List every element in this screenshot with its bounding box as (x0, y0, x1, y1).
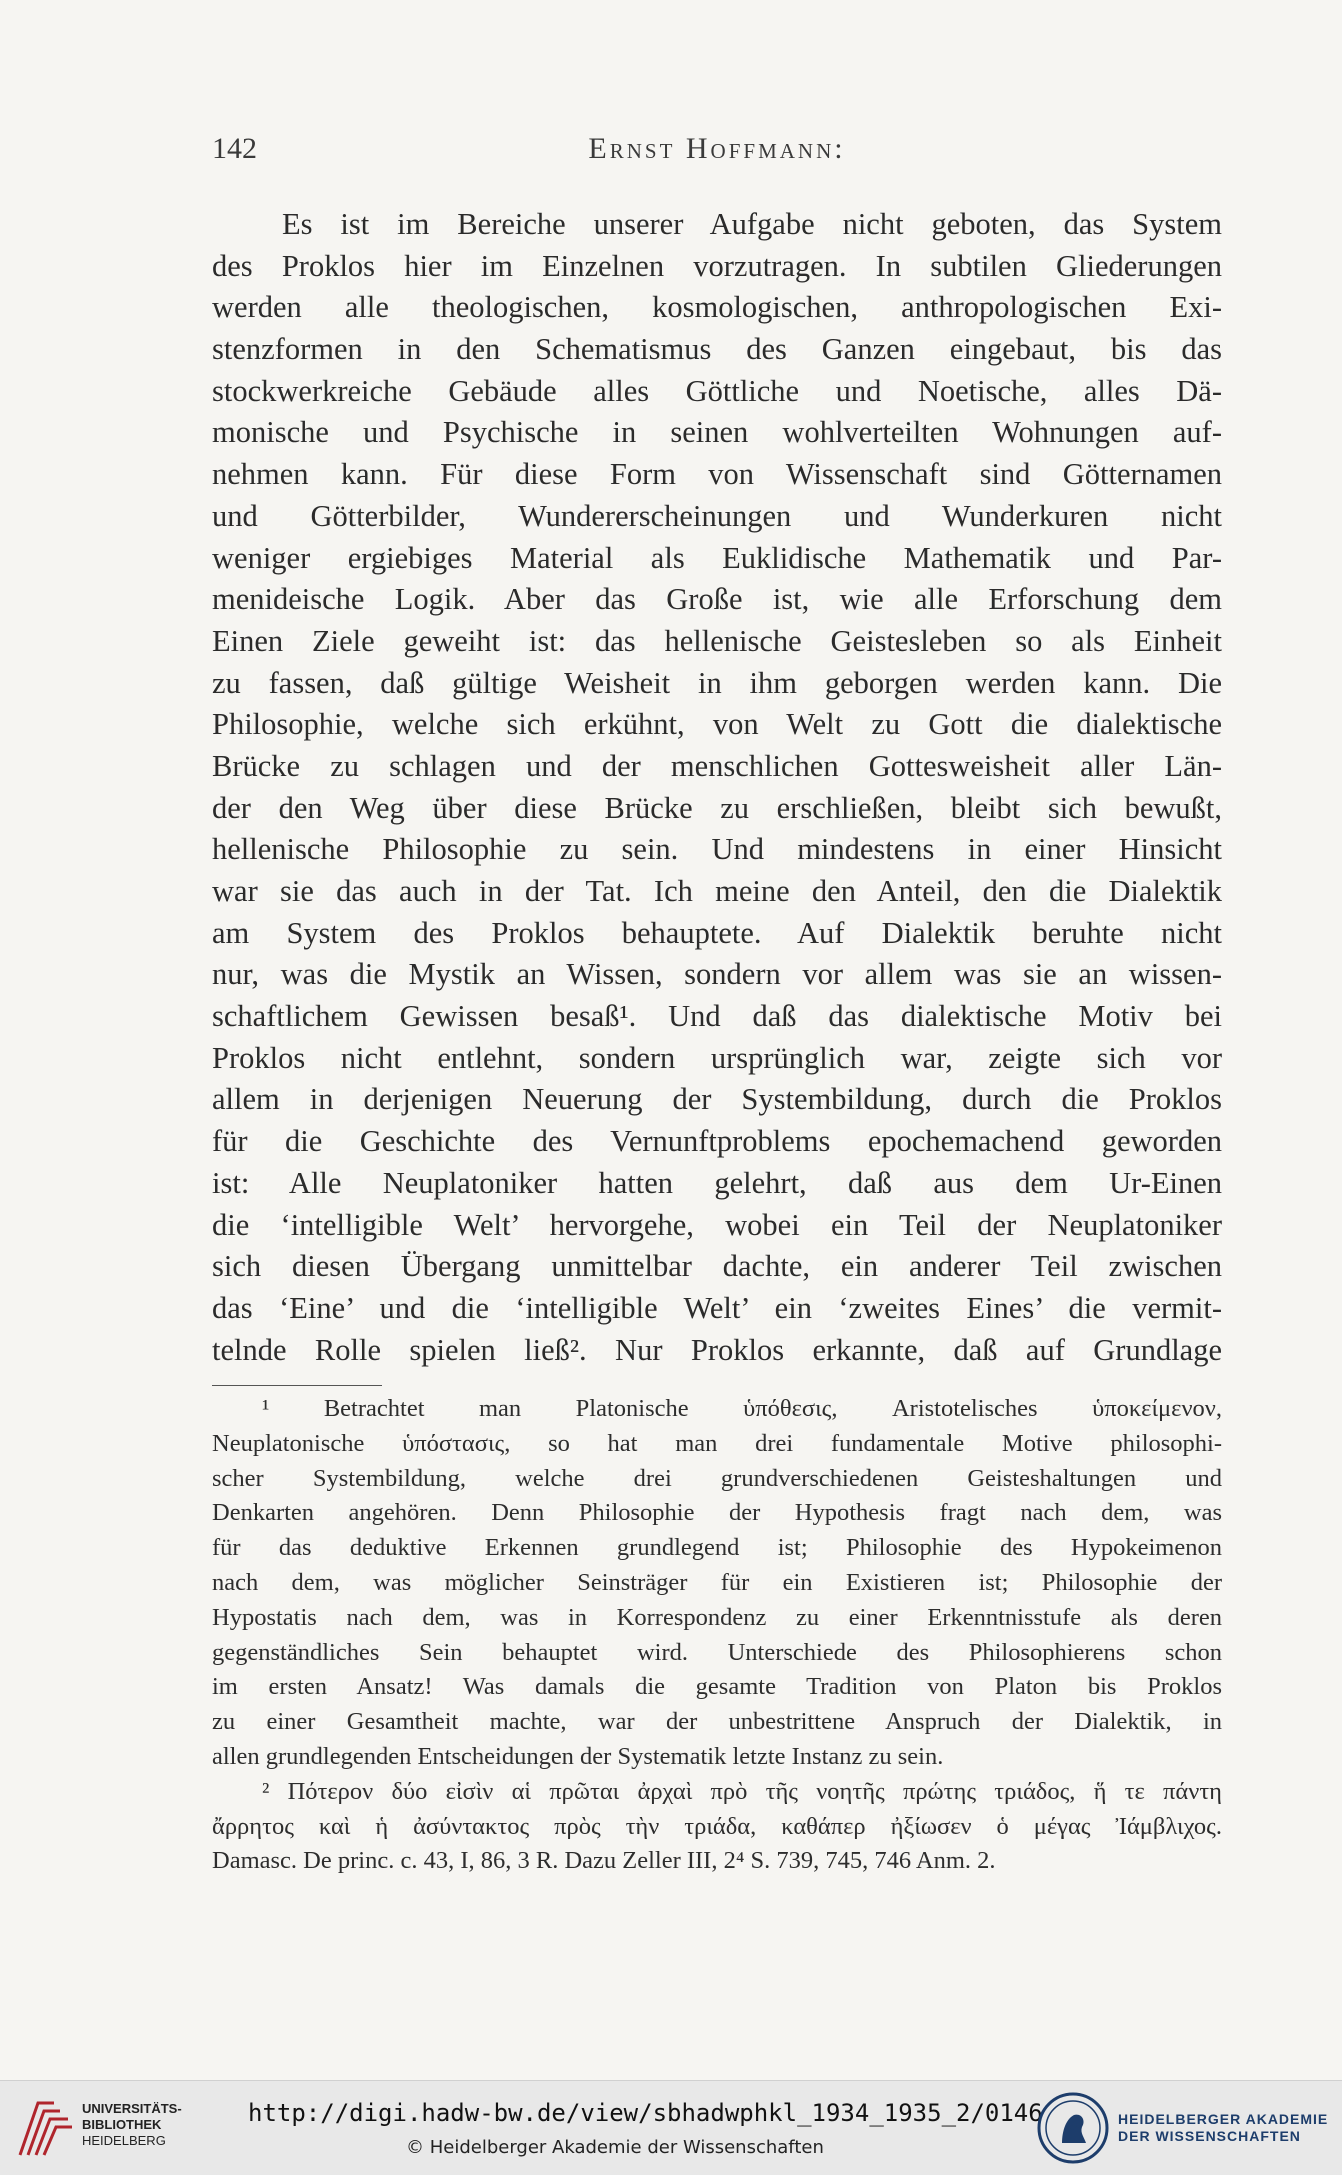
body-line: nur, was die Mystik an Wissen, sondern vor allem was sie an wissen- (212, 957, 1222, 992)
page-header (212, 132, 1222, 172)
body-line: nehmen kann. Für diese Form von Wissenschaft sind Götternamen (212, 457, 1222, 492)
body-line: stenzformen in den Schematismus des Ganzen eingebaut, bis das (212, 332, 1222, 367)
university-library-name: UNIVERSITÄTS- BIBLIOTHEK HEIDELBERG (82, 2101, 182, 2148)
body-line: Proklos nicht entlehnt, sondern ursprünglich war, zeigte sich vor (212, 1040, 1222, 1075)
footnote-2-line: Damasc. De princ. c. 43, I, 86, 3 R. Dazu Zeller III, 2⁴ S. 739, 745, 746 Anm. 2. (212, 1847, 996, 1875)
viewer-footer (0, 2080, 1342, 2175)
academy-seal-icon (1036, 2091, 1110, 2165)
body-line: und Götterbilder, Wundererscheinungen und Wunderkuren nicht (212, 498, 1222, 533)
body-line: war sie das auch in der Tat. Ich meine den Anteil, den die Dialektik (212, 874, 1222, 908)
footnote-rule (212, 1385, 382, 1386)
footnote-1-line: nach dem, was möglicher Seinsträger für ein Existieren ist; Philosophie der (212, 1568, 1222, 1596)
body-line: telnde Rolle spielen ließ². Nur Proklos erkannte, daß auf Grundlage (212, 1332, 1222, 1367)
copyright-notice: © Heidelberger Akademie der Wissenschaften (406, 2137, 824, 2158)
footnote-1-line: Denkarten angehören. Denn Philosophie der Hypothesis fragt nach dem, was (212, 1499, 1222, 1527)
body-line: Es ist im Bereiche unserer Aufgabe nicht geboten, das System (282, 207, 1222, 241)
body-line: der den Weg über diese Brücke zu erschließen, bleibt sich bewußt, (212, 790, 1222, 825)
footnote-1-line: Hypostatis nach dem, was in Korrespondenz zu einer Erkenntnisstufe als deren (212, 1603, 1222, 1631)
body-line: werden alle theologischen, kosmologischen, anthropologischen Exi- (212, 290, 1222, 325)
body-line: sich diesen Übergang unmittelbar dachte, ein anderer Teil zwischen (212, 1249, 1222, 1284)
body-line: zu fassen, daß gültige Weisheit in ihm geborgen werden kann. Die (212, 665, 1222, 700)
footnotes (212, 1392, 1222, 1879)
body-line: ist: Alle Neuplatoniker hatten gelehrt, daß aus dem Ur-Einen (212, 1165, 1222, 1200)
body-line: menideische Logik. Aber das Große ist, wie alle Erforschung dem (212, 582, 1222, 617)
footnote-1-line: ¹ Betrachtet man Platonische ὑπόθεσις, Aristotelisches ὑποκείμενον, (262, 1395, 1222, 1422)
running-head: Ernst Hoffmann: (588, 132, 846, 165)
footnote-1-line: Neuplatonische ὑπόστασις, so hat man drei fundamentale Motive philosophi- (212, 1429, 1222, 1457)
document-url-link[interactable]: http://digi.hadw-bw.de/view/sbhadwphkl_1934_1935_2/0146 (248, 2099, 1043, 2127)
body-line: hellenische Philosophie zu sein. Und mindestens in einer Hinsicht (212, 832, 1222, 867)
footnote-1-line: allen grundlegenden Entscheidungen der Systematik letzte Instanz zu sein. (212, 1742, 944, 1770)
body-line: stockwerkreiche Gebäude alles Göttliche und Noetische, alles Dä- (212, 373, 1222, 408)
footnote-1-line: gegenständliches Sein behauptet wird. Unterschiede des Philosophierens schon (212, 1638, 1222, 1666)
page-number: 142 (212, 132, 257, 165)
body-line: schaftlichem Gewissen besaß¹. Und daß das dialektische Motiv bei (212, 999, 1222, 1034)
body-line: für die Geschichte des Vernunftproblems epochemachend geworden (212, 1124, 1222, 1159)
footnote-1-line: im ersten Ansatz! Was damals die gesamte Tradition von Platon bis Proklos (212, 1673, 1222, 1701)
body-line: allem in derjenigen Neuerung der Systembildung, durch die Proklos (212, 1082, 1222, 1117)
body-line: des Proklos hier im Einzelnen vorzutragen. In subtilen Gliederungen (212, 248, 1222, 283)
footnote-1-line: scher Systembildung, welche drei grundverschiedenen Geisteshaltungen und (212, 1464, 1222, 1492)
body-line: weniger ergiebiges Material als Euklidische Mathematik und Par- (212, 540, 1222, 575)
body-line: monische und Psychische in seinen wohlverteilten Wohnungen auf- (212, 415, 1222, 450)
academy-name: HEIDELBERGER AKADEMIE DER WISSENSCHAFTEN (1118, 2111, 1329, 2144)
body-line: am System des Proklos behauptete. Auf Dialektik beruhte nicht (212, 915, 1222, 950)
main-text (212, 204, 1222, 1371)
body-line: Brücke zu schlagen und der menschlichen Gottesweisheit aller Län- (212, 748, 1222, 783)
footnote-1-line: zu einer Gesamtheit machte, war der unbestrittene Anspruch der Dialektik, in (212, 1708, 1222, 1736)
footnote-2-line: ἄρρητος καὶ ἡ ἀσύντακτος πρὸς τὴν τριάδα, καθάπερ ἠξίωσεν ὁ μέγας Ἰάμβλιχος. (212, 1812, 1222, 1840)
footnote-2-line: ² Πότερον δύο εἰσὶν αἱ πρῶται ἀρχαὶ πρὸ τῆς νοητῆς πρώτης τριάδος, ἥ τε πάντη (262, 1777, 1222, 1805)
body-line: Philosophie, welche sich erkühnt, von Welt zu Gott die dialektische (212, 707, 1222, 742)
university-library-logo-icon (14, 2095, 76, 2161)
body-line: die ‘intelligible Welt’ hervorgehe, wobei ein Teil der Neuplatoniker (212, 1207, 1222, 1242)
body-line: das ‘Eine’ und die ‘intelligible Welt’ ein ‘zweites Eines’ die vermit- (212, 1290, 1222, 1325)
footnote-1-line: für das deduktive Erkennen grundlegend ist; Philosophie des Hypokeimenon (212, 1534, 1222, 1562)
body-line: Einen Ziele geweiht ist: das hellenische Geistesleben so als Einheit (212, 623, 1222, 658)
